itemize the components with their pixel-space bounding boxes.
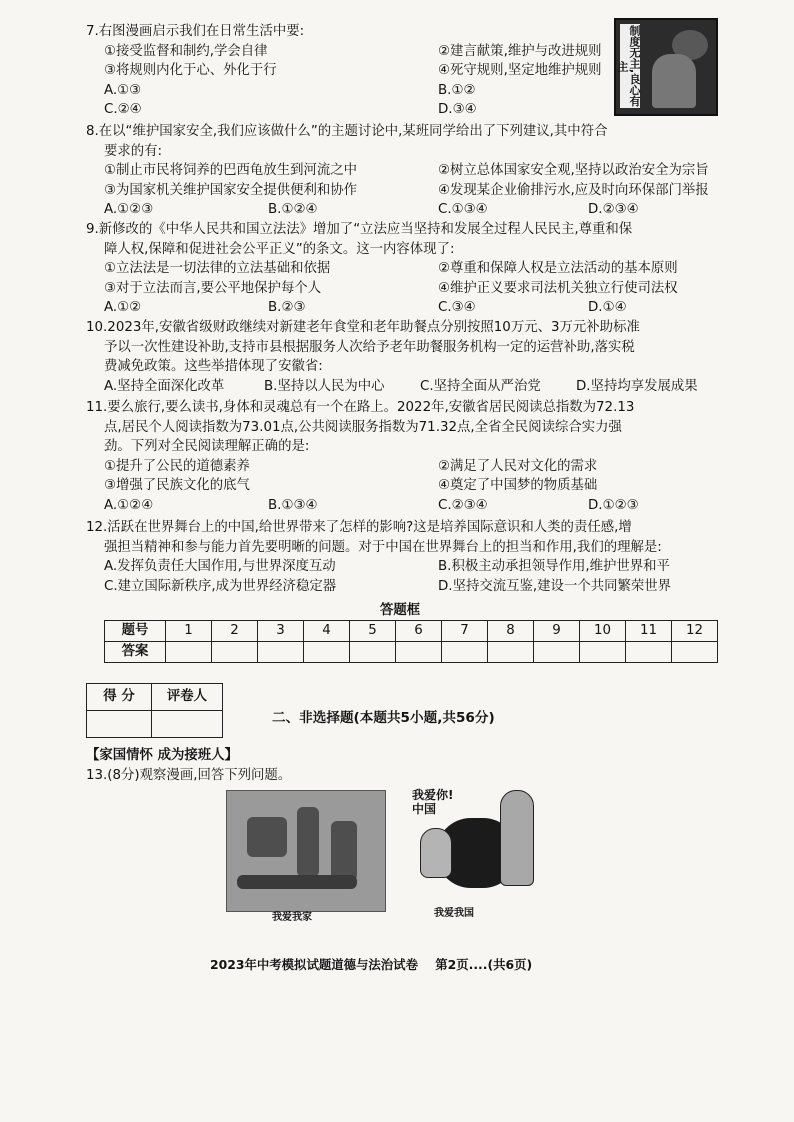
answer-cell-3[interactable]: [258, 642, 304, 663]
score-cell[interactable]: [87, 711, 152, 738]
q7-stem: 7.右图漫画启示我们在日常生活中要:: [86, 24, 305, 39]
q8-choice-c: C.①③④: [438, 202, 488, 218]
question-11: [86, 400, 726, 518]
q9-stem-1: 9.新修改的《中华人民共和国立法法》增加了“立法应当坚持和发展全过程人民民主,尊重和保: [86, 222, 633, 237]
answer-cell-4[interactable]: [304, 642, 350, 663]
answer-box-number: 12: [672, 621, 718, 642]
q9-stem-2: 障人权,保障和促进社会公平正义”的条文。这一内容体现了:: [104, 241, 455, 257]
q8-option-3: ③为国家机关维护国家安全提供便利和协作: [104, 182, 358, 198]
comic-family-table: [237, 875, 357, 889]
answer-cell-12[interactable]: [672, 642, 718, 663]
answer-box-table: [104, 620, 718, 663]
q9-option-2: ②尊重和保障人权是立法活动的基本原则: [438, 261, 678, 277]
q9-choice-a: A.①②: [104, 300, 142, 316]
q10-choice-d: D.坚持均享发展成果: [576, 378, 698, 394]
grader-label: 评卷人: [152, 684, 223, 711]
q8-choice-b: B.①②④: [268, 202, 318, 218]
answer-box-number: 10: [580, 621, 626, 642]
question-13-stem: 13.(8分)观察漫画,回答下列问题。: [86, 768, 292, 783]
comic-country-child-right: [500, 790, 534, 886]
answer-box-number: 4: [304, 621, 350, 642]
answer-box-number: 9: [534, 621, 580, 642]
q8-choice-d: D.②③④: [588, 202, 639, 218]
answer-box-header: 题号: [105, 621, 166, 642]
answer-box-number: 1: [166, 621, 212, 642]
q9-option-1: ①立法法是一切法律的立法基础和依据: [104, 261, 331, 277]
answer-cell-2[interactable]: [212, 642, 258, 663]
comic-country-child-left: [420, 828, 452, 878]
q11-choice-c: C.②③④: [438, 497, 488, 513]
comic-country-speech-line-1: 我爱你!: [412, 788, 454, 802]
q7-choice-c: C.②④: [104, 102, 142, 118]
q8-option-1: ①制止市民将饲养的巴西龟放生到河流之中: [104, 163, 358, 179]
question-10: [86, 320, 726, 398]
q11-stem-2: 点,居民个人阅读指数为73.01点,公共阅读服务指数为71.32点,全省全民阅读综合实力强: [104, 419, 622, 435]
q8-stem-1: 8.在以“维护国家安全,我们应该做什么”的主题讨论中,某班同学给出了下列建议,其中符合: [86, 124, 608, 139]
q12-choice-d: D.坚持交流互鉴,建设一个共同繁荣世界: [438, 578, 672, 594]
comic-family-figure: [297, 807, 319, 877]
q7-comic-banner: 制度无主,良心有主: [616, 25, 641, 107]
answer-box-number: 6: [396, 621, 442, 642]
q9-choice-c: C.③④: [438, 300, 476, 316]
comic-family-figure: [247, 817, 287, 857]
q10-choice-c: C.坚持全面从严治党: [420, 378, 541, 394]
q11-option-1: ①提升了公民的道德素养: [104, 458, 250, 474]
q11-option-2: ②满足了人民对文化的需求: [438, 458, 598, 474]
q10-choice-a: A.坚持全面深化改革: [104, 378, 225, 394]
answer-box-number: 2: [212, 621, 258, 642]
page-footer: 2023年中考模拟试题道德与法治试卷 第2页....(共6页): [210, 957, 533, 972]
q8-stem-2: 要求的有:: [104, 143, 163, 159]
answer-cell-8[interactable]: [488, 642, 534, 663]
q9-choice-b: B.②③: [268, 300, 306, 316]
q7-comic-figure: [652, 54, 696, 108]
score-box: [86, 683, 223, 738]
q13-comic-family: [226, 790, 386, 912]
q9-option-3: ③对于立法而言,要公平地保护每个人: [104, 280, 322, 296]
q7-comic-image: [614, 18, 718, 116]
q13-comic-country: [396, 784, 546, 922]
comic-country-speech-line-2: 中国: [412, 802, 437, 816]
answer-cell-6[interactable]: [396, 642, 442, 663]
answer-box-title: 答题框: [380, 603, 421, 618]
q11-stem-3: 劲。下列对全民阅读理解正确的是:: [104, 439, 310, 455]
answer-box-number: 11: [626, 621, 672, 642]
q7-option-2: ②建言献策,维护与改进规则: [438, 43, 602, 59]
q7-option-1: ①接受监督和制约,学会自律: [104, 43, 268, 59]
section-theme: 【家国情怀 成为接班人】: [86, 748, 238, 763]
answer-cell-9[interactable]: [534, 642, 580, 663]
q11-option-3: ③增强了民族文化的底气: [104, 478, 250, 494]
answer-cell-1[interactable]: [166, 642, 212, 663]
q12-choice-c: C.建立国际新秩序,成为世界经济稳定器: [104, 578, 337, 594]
q10-stem-3: 费减免政策。这些举措体现了安徽省:: [104, 359, 323, 375]
q11-option-4: ④奠定了中国梦的物质基础: [438, 478, 598, 494]
answer-cell-11[interactable]: [626, 642, 672, 663]
answer-box-number: 8: [488, 621, 534, 642]
score-label: 得 分: [87, 684, 152, 711]
q7-option-4: ④死守规则,坚定地维护规则: [438, 63, 602, 79]
answer-box-number: 3: [258, 621, 304, 642]
q7-choice-a: A.①③: [104, 82, 142, 98]
question-9: [86, 222, 726, 320]
section-2-title: 二、非选择题(本题共5小题,共56分): [272, 710, 495, 726]
comic-country-speech: [412, 788, 453, 816]
comic-family-figure: [331, 821, 357, 881]
answer-box-number: 7: [442, 621, 488, 642]
answer-cell-7[interactable]: [442, 642, 488, 663]
question-8: [86, 124, 726, 222]
q11-choice-d: D.①②③: [588, 497, 639, 513]
q11-stem-1: 11.要么旅行,要么读书,身体和灵魂总有一个在路上。2022年,安徽省居民阅读总指数为72.13: [86, 400, 635, 415]
grader-cell[interactable]: [152, 711, 223, 738]
answer-box-number-row: [105, 621, 718, 642]
q12-stem-1: 12.活跃在世界舞台上的中国,给世界带来了怎样的影响?这是培养国际意识和人类的责任感,增: [86, 520, 632, 535]
q13-comic-country-caption: 我爱我国: [434, 908, 474, 919]
q8-choice-a: A.①②③: [104, 202, 154, 218]
question-12: [86, 520, 726, 598]
answer-cell-5[interactable]: [350, 642, 396, 663]
q10-stem-2: 予以一次性建设补助,支持市县根据服务人次给予老年助餐服务机构一定的运营补助,落实税: [104, 339, 635, 355]
answer-box-answer-label: 答案: [105, 642, 166, 663]
q12-choice-b: B.积极主动承担领导作用,维护世界和平: [438, 559, 670, 575]
q7-choice-d: D.③④: [438, 102, 477, 118]
q7-option-3: ③将规则内化于心、外化于行: [104, 63, 277, 79]
q11-choice-b: B.①③④: [268, 497, 318, 513]
answer-box-number: 5: [350, 621, 396, 642]
answer-box-answer-row: [105, 642, 718, 663]
q8-option-4: ④发现某企业偷排污水,应及时向环保部门举报: [438, 182, 709, 198]
q9-option-4: ④维护正义要求司法机关独立行使司法权: [438, 280, 678, 296]
q8-option-2: ②树立总体国家安全观,坚持以政治安全为宗旨: [438, 163, 709, 179]
q12-stem-2: 强担当精神和参与能力首先要明晰的问题。对于中国在世界舞台上的担当和作用,我们的理解是:: [104, 539, 662, 555]
q10-choice-b: B.坚持以人民为中心: [264, 378, 385, 394]
q10-stem-1: 10.2023年,安徽省级财政继续对新建老年食堂和老年助餐点分别按照10万元、3万元补助标准: [86, 320, 640, 335]
q7-choice-b: B.①②: [438, 82, 476, 98]
q13-comic-family-caption: 我爱我家: [272, 912, 312, 923]
q9-choice-d: D.①④: [588, 300, 627, 316]
q12-choice-a: A.发挥负责任大国作用,与世界深度互动: [104, 559, 336, 575]
answer-cell-10[interactable]: [580, 642, 626, 663]
q11-choice-a: A.①②④: [104, 497, 154, 513]
